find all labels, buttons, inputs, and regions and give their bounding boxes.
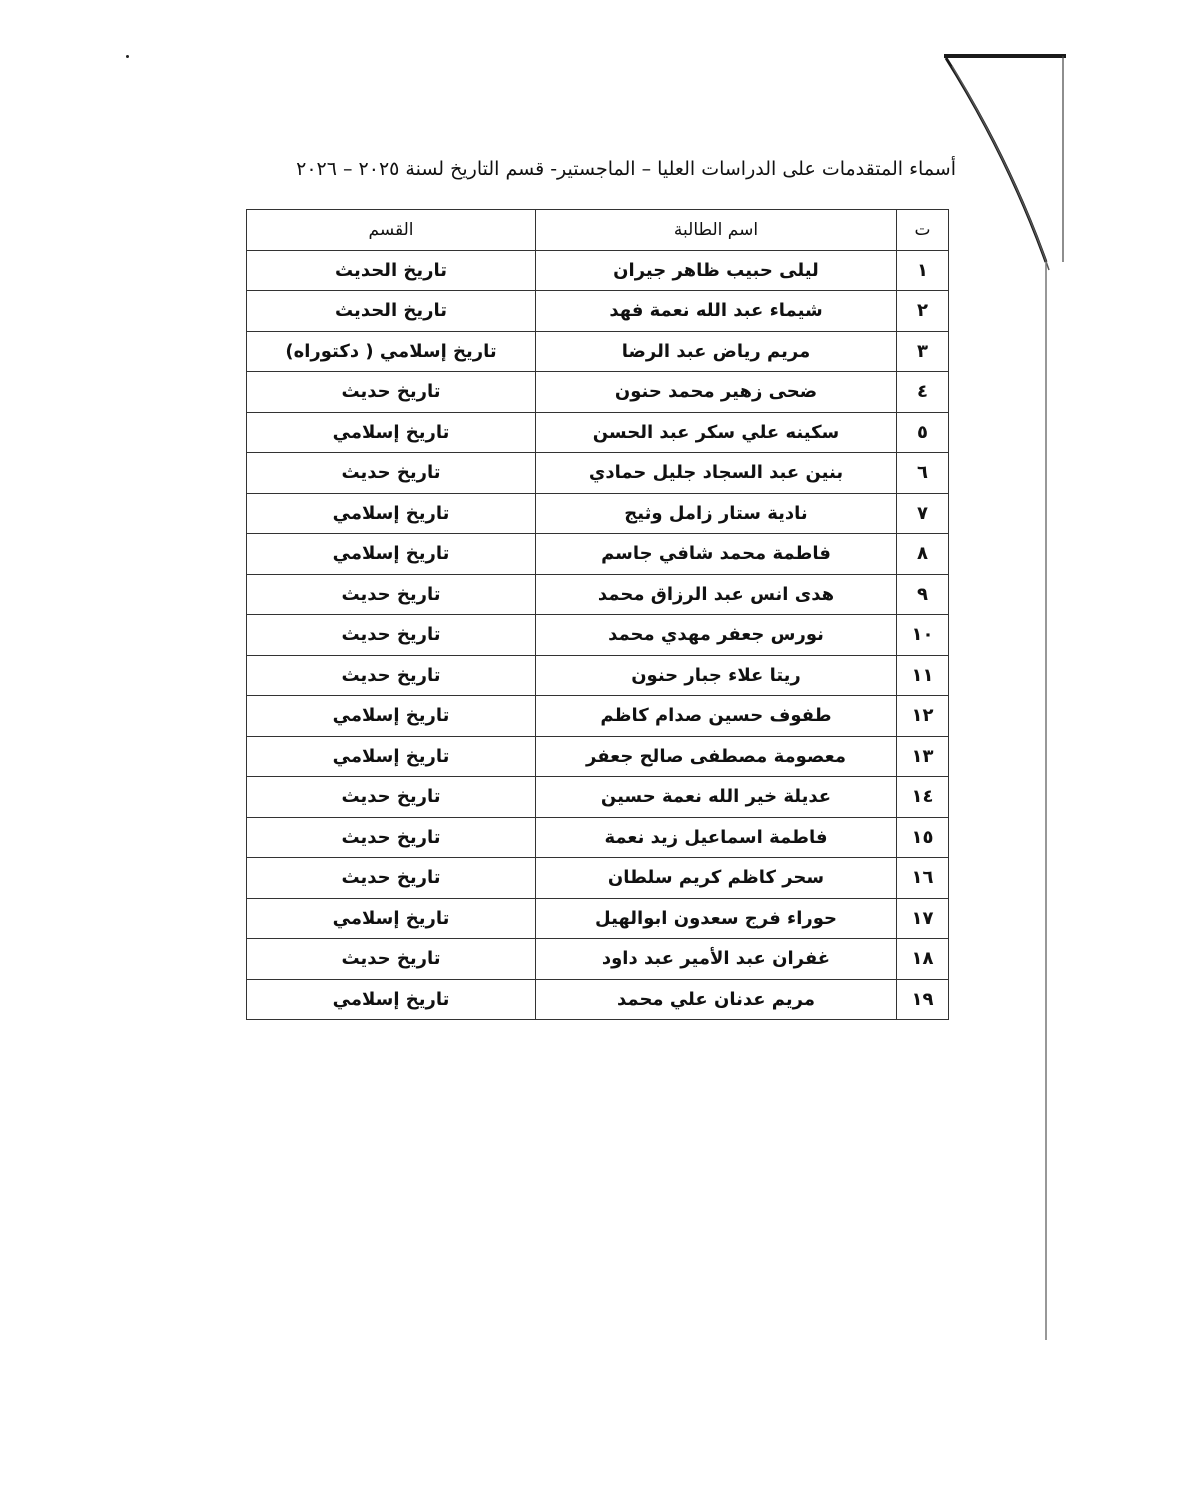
student-name: ليلى حبيب ظاهر جيران [536, 250, 897, 291]
department: تاريخ إسلامي [247, 979, 536, 1020]
table-row [247, 574, 949, 615]
table-row [247, 250, 949, 291]
row-number: ١٠ [897, 615, 949, 656]
row-number: ١٦ [897, 858, 949, 899]
table-row [247, 655, 949, 696]
row-number: ١ [897, 250, 949, 291]
header-name: اسم الطالبة [536, 210, 897, 251]
table-row [247, 412, 949, 453]
row-number: ٥ [897, 412, 949, 453]
row-number: ١٤ [897, 777, 949, 818]
row-number: ٨ [897, 534, 949, 575]
table-row [247, 939, 949, 980]
table-row [247, 979, 949, 1020]
department: تاريخ إسلامي ( دكتوراه) [247, 331, 536, 372]
department: تاريخ إسلامي [247, 412, 536, 453]
student-name: معصومة مصطفى صالح جعفر [536, 736, 897, 777]
department: تاريخ إسلامي [247, 534, 536, 575]
department: تاريخ حديث [247, 655, 536, 696]
student-name: مريم رياض عبد الرضا [536, 331, 897, 372]
table-row [247, 615, 949, 656]
row-number: ١٧ [897, 898, 949, 939]
table-row [247, 817, 949, 858]
table-row [247, 696, 949, 737]
table-row [247, 534, 949, 575]
student-name: سحر كاظم كريم سلطان [536, 858, 897, 899]
table-header-row [247, 210, 949, 251]
row-number: ٩ [897, 574, 949, 615]
student-name: فاطمة محمد شافي جاسم [536, 534, 897, 575]
department: تاريخ حديث [247, 777, 536, 818]
department: تاريخ إسلامي [247, 736, 536, 777]
student-name: حوراء فرج سعدون ابوالهيل [536, 898, 897, 939]
student-name: بنين عبد السجاد جليل حمادي [536, 453, 897, 494]
row-number: ١٩ [897, 979, 949, 1020]
department: تاريخ حديث [247, 615, 536, 656]
department: تاريخ حديث [247, 453, 536, 494]
student-name: شيماء عبد الله نعمة فهد [536, 291, 897, 332]
row-number: ١١ [897, 655, 949, 696]
header-number: ت [897, 210, 949, 251]
row-number: ١٢ [897, 696, 949, 737]
applicants-table [246, 209, 949, 1020]
student-name: هدى انس عبد الرزاق محمد [536, 574, 897, 615]
row-number: ٢ [897, 291, 949, 332]
table-row [247, 372, 949, 413]
row-number: ١٥ [897, 817, 949, 858]
table-row [247, 331, 949, 372]
department: تاريخ حديث [247, 858, 536, 899]
row-number: ١٨ [897, 939, 949, 980]
student-name: سكينه علي سكر عبد الحسن [536, 412, 897, 453]
department: تاريخ إسلامي [247, 493, 536, 534]
department: تاريخ حديث [247, 372, 536, 413]
department: تاريخ الحديث [247, 250, 536, 291]
table-row [247, 291, 949, 332]
student-name: نورس جعفر مهدي محمد [536, 615, 897, 656]
student-name: نادية ستار زامل وثيج [536, 493, 897, 534]
department: تاريخ حديث [247, 574, 536, 615]
row-number: ٧ [897, 493, 949, 534]
department: تاريخ إسلامي [247, 898, 536, 939]
department: تاريخ الحديث [247, 291, 536, 332]
table-row [247, 736, 949, 777]
row-number: ٤ [897, 372, 949, 413]
department: تاريخ إسلامي [247, 696, 536, 737]
row-number: ٣ [897, 331, 949, 372]
student-name: غفران عبد الأمير عبد داود [536, 939, 897, 980]
student-name: طفوف حسين صدام كاظم [536, 696, 897, 737]
student-name: عديلة خير الله نعمة حسين [536, 777, 897, 818]
row-number: ١٣ [897, 736, 949, 777]
table-row [247, 898, 949, 939]
student-name: ريتا علاء جبار حنون [536, 655, 897, 696]
department: تاريخ حديث [247, 817, 536, 858]
student-name: فاطمة اسماعيل زيد نعمة [536, 817, 897, 858]
student-name: ضحى زهير محمد حنون [536, 372, 897, 413]
table-row [247, 453, 949, 494]
table-row [247, 493, 949, 534]
table-row [247, 858, 949, 899]
student-name: مريم عدنان علي محمد [536, 979, 897, 1020]
row-number: ٦ [897, 453, 949, 494]
department: تاريخ حديث [247, 939, 536, 980]
scan-speck [126, 55, 129, 58]
table-row [247, 777, 949, 818]
header-department: القسم [247, 210, 536, 251]
document-title: أسماء المتقدمات على الدراسات العليا – الماجستير- قسم التاريخ لسنة ٢٠٢٥ – ٢٠٢٦ [296, 158, 956, 180]
